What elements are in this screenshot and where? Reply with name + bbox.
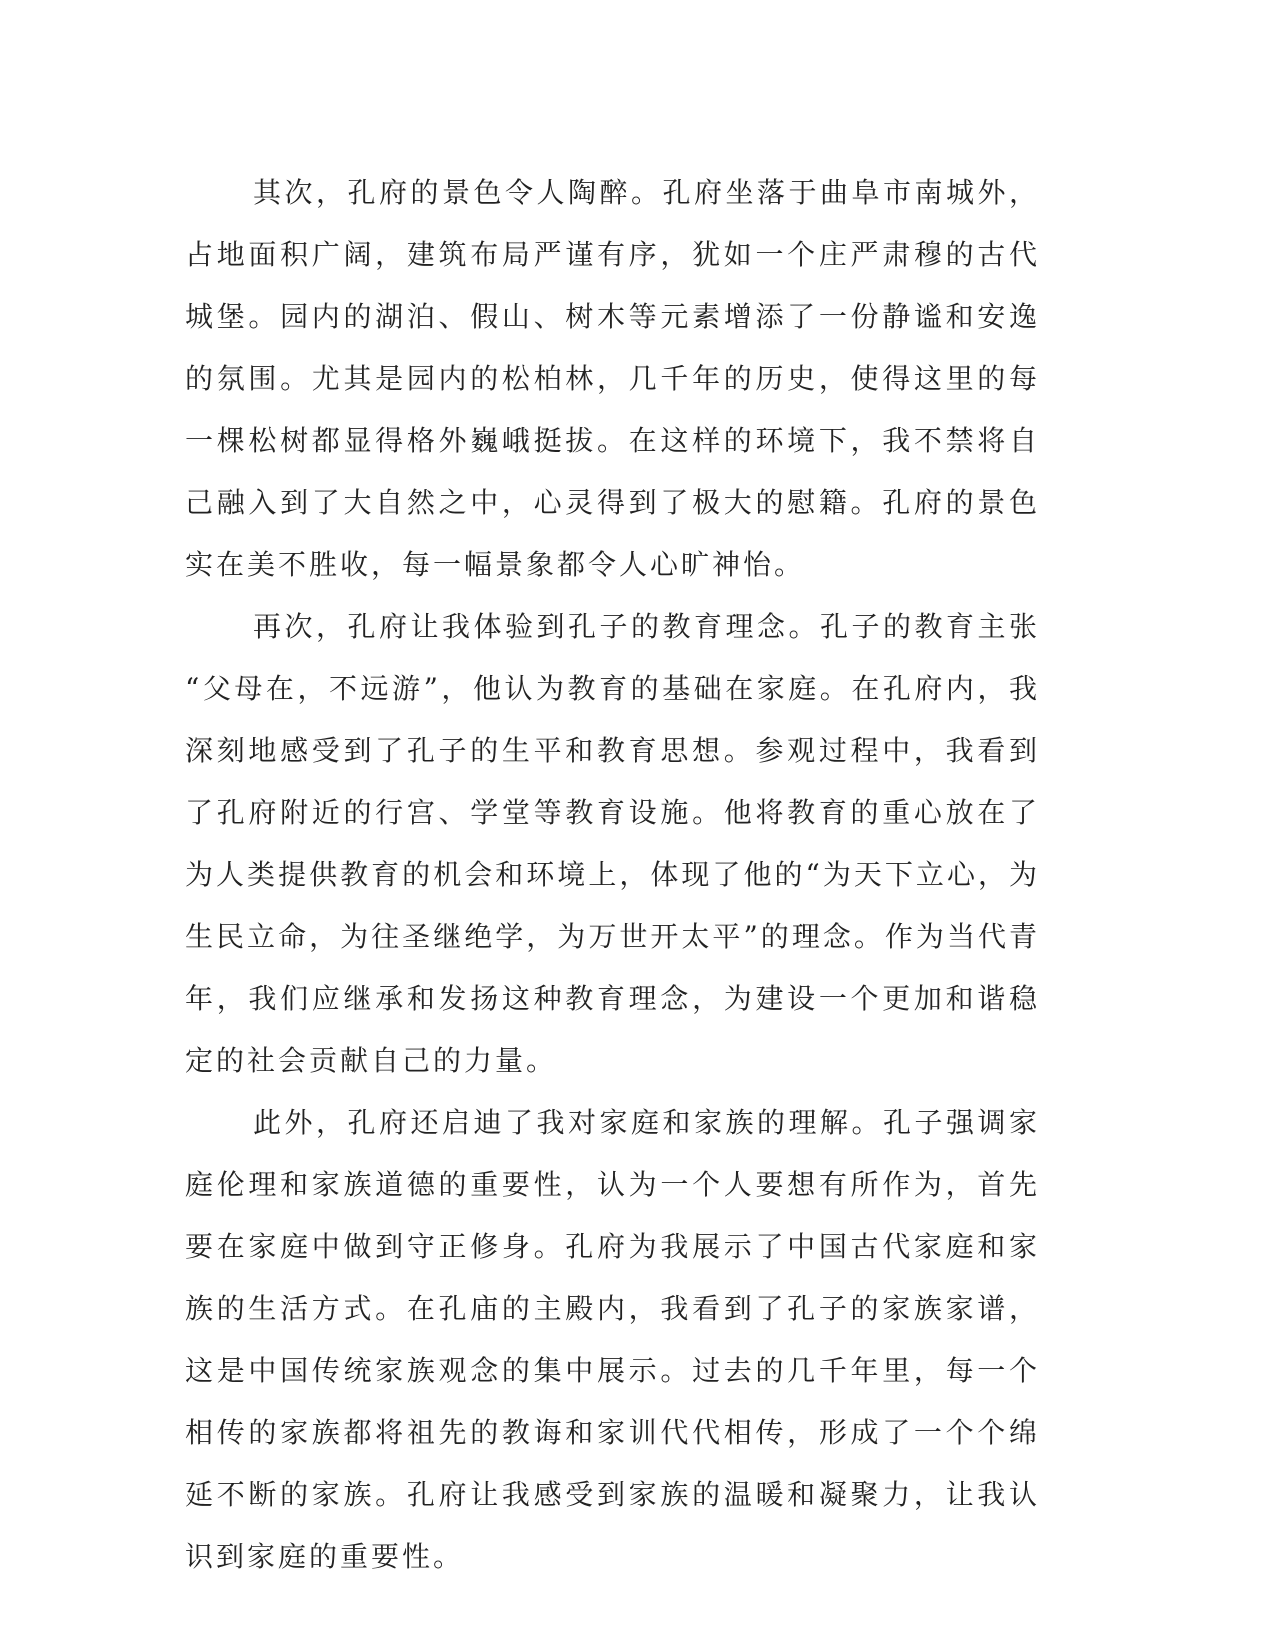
- paragraph-education: 再次，孔府让我体验到孔子的教育理念。孔子的教育主张“父母在，不远游”，他认为教育的基础在家庭。在孔府内，我深刻地感受到了孔子的生平和教育思想。参观过程中，我看到了孔府附近的行宫、学堂等教育设施。他将教育的重心放在了为人类提供教育的机会和环境上，体现了他的“为天下立心，为生民立命，为往圣继绝学，为万世开太平”的理念。作为当代青年，我们应继承和发扬这种教育理念，为建设一个更加和谐稳定的社会贡献自己的力量。: [185, 610, 1040, 1077]
- paragraph-scenery: 其次，孔府的景色令人陶醉。孔府坐落于曲阜市南城外，占地面积广阔，建筑布局严谨有序，犹如一个庄严肃穆的古代城堡。园内的湖泊、假山、树木等元素增添了一份静谧和安逸的氛围。尤其是园内的松柏林，几千年的历史，使得这里的每一棵松树都显得格外巍峨挺拔。在这样的环境下，我不禁将自己融入到了大自然之中，心灵得到了极大的慰籍。孔府的景色实在美不胜收，每一幅景象都令人心旷神怡。: [185, 176, 1040, 581]
- paragraph-family: 此外，孔府还启迪了我对家庭和家族的理解。孔子强调家庭伦理和家族道德的重要性，认为一个人要想有所作为，首先要在家庭中做到守正修身。孔府为我展示了中国古代家庭和家族的生活方式。在孔庙的主殿内，我看到了孔子的家族家谱，这是中国传统家族观念的集中展示。过去的几千年里，每一个相传的家族都将祖先的教诲和家训代代相传，形成了一个个绵延不断的家族。孔府让我感受到家族的温暖和凝聚力，让我认识到家庭的重要性。: [185, 1106, 1040, 1573]
- document-body: [185, 162, 1040, 1588]
